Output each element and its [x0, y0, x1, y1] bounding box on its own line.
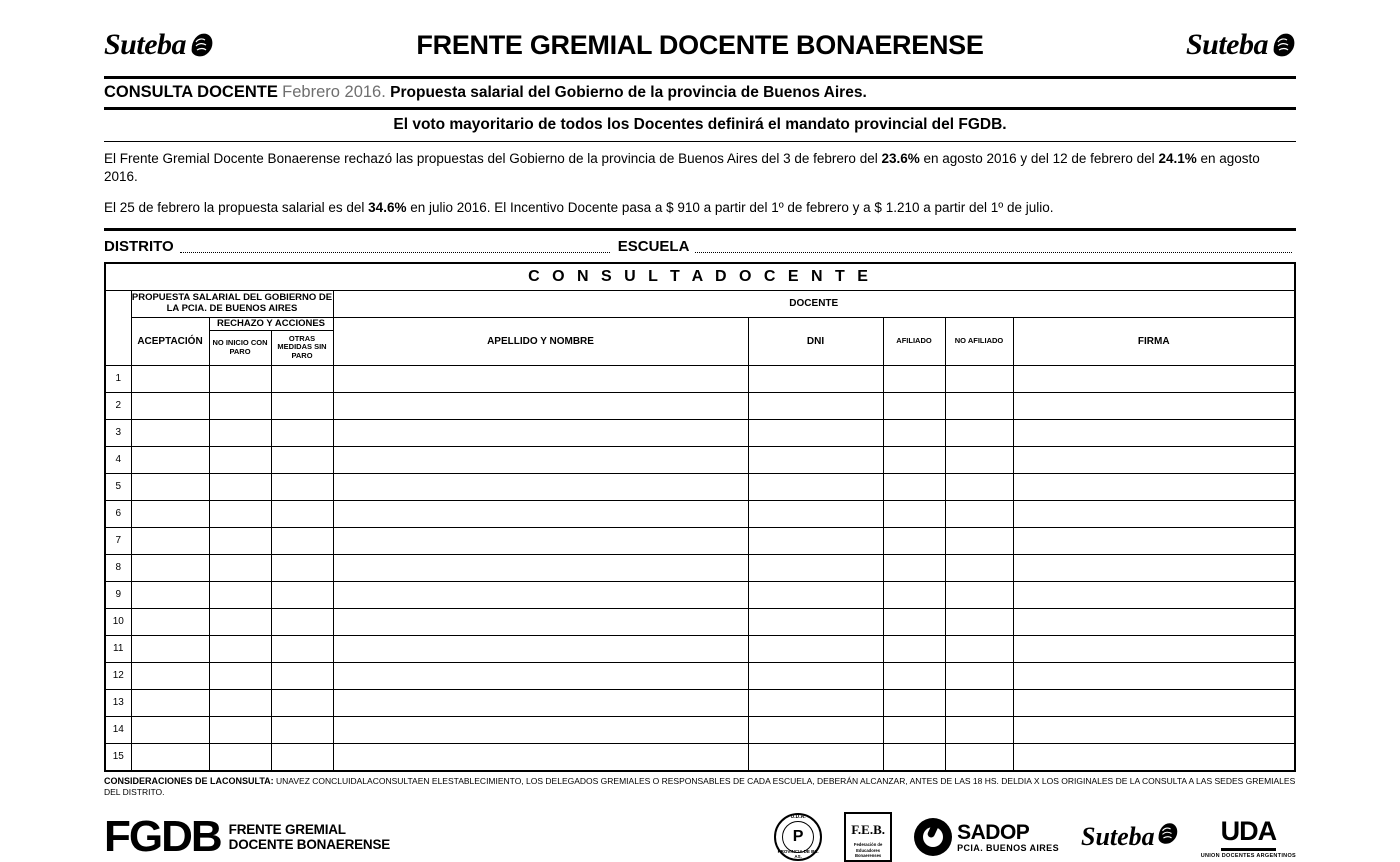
cell-no-afiliado[interactable]	[945, 446, 1013, 473]
cell-afiliado[interactable]	[883, 635, 945, 662]
cell-dni[interactable]	[748, 689, 883, 716]
footer-logos	[104, 798, 1296, 862]
row-number: 13	[105, 689, 131, 716]
cell-no-afiliado[interactable]	[945, 716, 1013, 743]
cell-afiliado[interactable]	[883, 527, 945, 554]
cell-no-afiliado[interactable]	[945, 635, 1013, 662]
paragraph-rejection-e: en agosto 2016.	[104, 151, 1260, 185]
cell-firma[interactable]	[1013, 446, 1295, 473]
cell-dni[interactable]	[748, 608, 883, 635]
cell-firma[interactable]	[1013, 419, 1295, 446]
cell-firma[interactable]	[1013, 743, 1295, 771]
cell-aceptacion[interactable]	[131, 392, 209, 419]
cell-no-afiliado[interactable]	[945, 554, 1013, 581]
cell-otras-medidas[interactable]	[271, 743, 333, 771]
cell-apellido-nombre[interactable]	[333, 662, 748, 689]
cell-aceptacion[interactable]	[131, 689, 209, 716]
cell-dni[interactable]	[748, 500, 883, 527]
fgdb-subtitle	[229, 822, 390, 853]
cell-dni[interactable]	[748, 392, 883, 419]
table-row	[105, 473, 1295, 500]
sadop-text	[957, 822, 1059, 853]
row-number: 15	[105, 743, 131, 771]
cell-no-inicio[interactable]	[209, 608, 271, 635]
cell-aceptacion[interactable]	[131, 581, 209, 608]
fgdb-logo	[104, 812, 391, 862]
table-row	[105, 743, 1295, 771]
consideraciones-label: CONSIDERACIONES DE LACONSULTA:	[104, 775, 274, 786]
cell-apellido-nombre[interactable]	[333, 446, 748, 473]
table-row	[105, 446, 1295, 473]
cell-aceptacion[interactable]	[131, 365, 209, 392]
table-title: C O N S U L T A D O C E N T E	[105, 263, 1295, 291]
uda-logo	[1201, 816, 1296, 859]
paragraph-rejection-c: en agosto 2016 y del 12 de febrero del	[919, 151, 1159, 166]
cell-firma[interactable]	[1013, 689, 1295, 716]
cell-aceptacion[interactable]	[131, 662, 209, 689]
table-group-row	[105, 290, 1295, 317]
table-row	[105, 527, 1295, 554]
row-number: 12	[105, 662, 131, 689]
row-number: 5	[105, 473, 131, 500]
pct-34-6: 34.6%	[368, 200, 407, 216]
cell-no-inicio[interactable]	[209, 473, 271, 500]
fgdb-line2: DOCENTE BONAERENSE	[228, 837, 391, 853]
row-number: 9	[105, 581, 131, 608]
row-number: 4	[105, 446, 131, 473]
consideraciones-text: UNAVEZ CONCLUIDALACONSULTAEN ELESTABLECIMIENTO, LOS DELEGADOS GREMIALES O RESPONSABLES DE CADA ESCUELA, DEBERÁN ALCANZAR, ANTES DE LAS 18 HS. DELDIA X LOS ORIGINALES DE LA CONSULTA A LAS SEDES GREMIALES DEL DISTRITO.	[104, 775, 1296, 798]
cell-afiliado[interactable]	[883, 689, 945, 716]
cell-no-inicio[interactable]	[209, 581, 271, 608]
cell-firma[interactable]	[1013, 716, 1295, 743]
cell-dni[interactable]	[748, 419, 883, 446]
cell-no-inicio[interactable]	[209, 446, 271, 473]
cell-afiliado[interactable]	[883, 392, 945, 419]
suteba-logo-right	[1186, 28, 1296, 62]
suteba-logo-right-text: Suteba	[1185, 28, 1268, 61]
header-otras-medidas-sin-paro: OTRAS MEDIDAS SIN PARO	[271, 330, 333, 365]
cell-afiliado[interactable]	[883, 419, 945, 446]
cell-no-inicio[interactable]	[209, 554, 271, 581]
cell-afiliado[interactable]	[883, 743, 945, 771]
cell-otras-medidas[interactable]	[271, 446, 333, 473]
cell-otras-medidas[interactable]	[271, 527, 333, 554]
distrito-input[interactable]	[180, 238, 610, 253]
paragraph-rejection-a: El Frente Gremial Docente Bonaerense rechazó las propuestas del Gobierno de la provincia de Buenos Aires del 3 de febrero del	[104, 151, 882, 166]
cell-otras-medidas[interactable]	[271, 581, 333, 608]
cell-no-inicio[interactable]	[209, 392, 271, 419]
udocba-logo	[774, 813, 822, 861]
cell-otras-medidas[interactable]	[271, 392, 333, 419]
cell-otras-medidas[interactable]	[271, 662, 333, 689]
cell-apellido-nombre[interactable]	[333, 608, 748, 635]
uda-subtitle: UNION DOCENTES ARGENTINOS	[1200, 852, 1296, 859]
cell-afiliado[interactable]	[883, 662, 945, 689]
cell-dni[interactable]	[748, 365, 883, 392]
cell-apellido-nombre[interactable]	[333, 419, 748, 446]
cell-aceptacion[interactable]	[131, 743, 209, 771]
row-number: 6	[105, 500, 131, 527]
subheading-date: Febrero 2016.	[282, 83, 386, 101]
feb-logo	[844, 812, 892, 862]
cell-otras-medidas[interactable]	[271, 554, 333, 581]
table-row	[105, 662, 1295, 689]
cell-aceptacion[interactable]	[131, 608, 209, 635]
cell-apellido-nombre[interactable]	[333, 473, 748, 500]
udocba-letter: P	[782, 821, 814, 853]
cell-firma[interactable]	[1013, 392, 1295, 419]
cell-aceptacion[interactable]	[131, 635, 209, 662]
row-number: 7	[105, 527, 131, 554]
cell-otras-medidas[interactable]	[271, 500, 333, 527]
table-row	[105, 635, 1295, 662]
cell-dni[interactable]	[748, 446, 883, 473]
cell-firma[interactable]	[1013, 608, 1295, 635]
cell-afiliado[interactable]	[883, 554, 945, 581]
cell-no-inicio[interactable]	[209, 716, 271, 743]
cell-apellido-nombre[interactable]	[333, 635, 748, 662]
fgdb-mark: FGDB	[104, 812, 221, 862]
mandate-statement: El voto mayoritario de todos los Docentes definirá el mandato provincial del FGDB.	[393, 116, 1007, 133]
cell-apellido-nombre[interactable]	[333, 581, 748, 608]
table-row	[105, 689, 1295, 716]
row-number: 1	[105, 365, 131, 392]
cell-otras-medidas[interactable]	[271, 473, 333, 500]
row-number: 8	[105, 554, 131, 581]
table-row	[105, 581, 1295, 608]
sadop-name: SADOP	[957, 820, 1030, 844]
row-number: 3	[105, 419, 131, 446]
fgdb-line1: FRENTE GREMIAL	[228, 821, 346, 837]
cell-firma[interactable]	[1013, 473, 1295, 500]
feb-subtitle: Federación de Educadores Bonaerenses	[853, 842, 883, 858]
cell-afiliado[interactable]	[883, 581, 945, 608]
suteba-logo-left-text: Suteba	[104, 28, 187, 61]
cell-apellido-nombre[interactable]	[333, 365, 748, 392]
cell-no-inicio[interactable]	[209, 500, 271, 527]
cell-no-inicio[interactable]	[209, 635, 271, 662]
cell-dni[interactable]	[748, 554, 883, 581]
header-dni: DNI	[748, 317, 883, 365]
cell-afiliado[interactable]	[883, 446, 945, 473]
cell-firma[interactable]	[1013, 527, 1295, 554]
paragraph-rejection	[104, 142, 1296, 186]
header-no-inicio-con-paro: NO INICIO CON PARO	[209, 330, 271, 365]
header-docente-group: DOCENTE	[333, 290, 1295, 317]
cell-otras-medidas[interactable]	[271, 608, 333, 635]
table-row	[105, 554, 1295, 581]
cell-no-inicio[interactable]	[209, 689, 271, 716]
subheading-lead: CONSULTA DOCENTE	[104, 83, 278, 101]
hand-icon	[1155, 820, 1179, 854]
table-row	[105, 419, 1295, 446]
table-row	[105, 608, 1295, 635]
table-row	[105, 500, 1295, 527]
union-logos	[774, 812, 1296, 862]
cell-apellido-nombre[interactable]	[333, 527, 748, 554]
row-number: 14	[105, 716, 131, 743]
cell-no-afiliado[interactable]	[945, 365, 1013, 392]
cell-otras-medidas[interactable]	[271, 689, 333, 716]
cell-apellido-nombre[interactable]	[333, 743, 748, 771]
subheading-rest: Propuesta salarial del Gobierno de la provincia de Buenos Aires.	[390, 84, 867, 101]
cell-no-afiliado[interactable]	[945, 500, 1013, 527]
header-afiliado: AFILIADO	[883, 317, 945, 365]
consideraciones-note	[104, 772, 1296, 799]
cell-aceptacion[interactable]	[131, 554, 209, 581]
cell-afiliado[interactable]	[883, 500, 945, 527]
escuela-label: ESCUELA	[617, 237, 690, 255]
cell-dni[interactable]	[748, 581, 883, 608]
feb-mark: F.E.B.	[851, 822, 886, 838]
paragraph-proposal	[104, 186, 1296, 227]
cell-afiliado[interactable]	[883, 608, 945, 635]
cell-firma[interactable]	[1013, 365, 1295, 392]
escuela-input[interactable]	[695, 238, 1292, 253]
cell-dni[interactable]	[748, 635, 883, 662]
cell-apellido-nombre[interactable]	[333, 500, 748, 527]
table-body	[105, 365, 1295, 771]
udocba-bottom-label: PROVINCIA DE BS. AS.	[777, 849, 819, 860]
cell-no-afiliado[interactable]	[945, 662, 1013, 689]
header-proposal-group: PROPUESTA SALARIAL DEL GOBIERNO DE LA PCIA. DE BUENOS AIRES	[131, 290, 333, 317]
cell-firma[interactable]	[1013, 500, 1295, 527]
cell-firma[interactable]	[1013, 554, 1295, 581]
header-rechazo: RECHAZO Y ACCIONES	[209, 317, 333, 330]
subheading	[104, 79, 1296, 107]
header-cell-corner	[105, 290, 131, 365]
table-title-row	[105, 263, 1295, 291]
cell-aceptacion[interactable]	[131, 716, 209, 743]
field-row	[104, 231, 1296, 262]
cell-afiliado[interactable]	[883, 716, 945, 743]
cell-no-inicio[interactable]	[209, 419, 271, 446]
cell-no-afiliado[interactable]	[945, 392, 1013, 419]
udocba-top-label: U.D.A.	[790, 814, 806, 821]
cell-apellido-nombre[interactable]	[333, 689, 748, 716]
cell-no-inicio[interactable]	[209, 527, 271, 554]
cell-firma[interactable]	[1013, 581, 1295, 608]
header-firma: FIRMA	[1013, 317, 1295, 365]
cell-dni[interactable]	[748, 716, 883, 743]
suteba-logo-footer-text: Suteba	[1081, 822, 1155, 852]
cell-afiliado[interactable]	[883, 473, 945, 500]
paragraph-proposal-a: El 25 de febrero la propuesta salarial es del	[104, 200, 369, 216]
sadop-logo	[914, 818, 1059, 856]
uda-mark: UDA	[1221, 816, 1277, 851]
cell-aceptacion[interactable]	[131, 419, 209, 446]
cell-no-afiliado[interactable]	[945, 743, 1013, 771]
cell-apellido-nombre[interactable]	[333, 554, 748, 581]
header-no-afiliado: NO AFILIADO	[945, 317, 1013, 365]
cell-dni[interactable]	[748, 527, 883, 554]
cell-no-inicio[interactable]	[209, 662, 271, 689]
suteba-logo-left	[104, 28, 214, 62]
cell-firma[interactable]	[1013, 662, 1295, 689]
pct-24-1: 24.1%	[1158, 151, 1197, 166]
cell-apellido-nombre[interactable]	[333, 392, 748, 419]
cell-aceptacion[interactable]	[131, 473, 209, 500]
cell-no-afiliado[interactable]	[945, 689, 1013, 716]
row-number: 11	[105, 635, 131, 662]
cell-otras-medidas[interactable]	[271, 635, 333, 662]
cell-apellido-nombre[interactable]	[333, 716, 748, 743]
cell-no-inicio[interactable]	[209, 743, 271, 771]
cell-no-afiliado[interactable]	[945, 581, 1013, 608]
distrito-label: DISTRITO	[104, 237, 174, 255]
sadop-subtitle: PCIA. BUENOS AIRES	[957, 842, 1059, 853]
paragraph-proposal-c: en julio 2016. El Incentivo Docente pasa a $ 910 a partir del 1º de febrero y a $ 1.210 a partir del 1º de julio.	[406, 200, 1054, 216]
cell-otras-medidas[interactable]	[271, 716, 333, 743]
page-title: FRENTE GREMIAL DOCENTE BONAERENSE	[416, 29, 984, 60]
cell-dni[interactable]	[748, 473, 883, 500]
pct-23-6: 23.6%	[881, 151, 920, 166]
cell-no-afiliado[interactable]	[945, 473, 1013, 500]
consulta-table	[104, 262, 1296, 772]
cell-dni[interactable]	[748, 743, 883, 771]
row-number: 2	[105, 392, 131, 419]
table-subgroup-row	[105, 317, 1295, 330]
cell-no-afiliado[interactable]	[945, 527, 1013, 554]
masthead	[104, 0, 1296, 76]
cell-no-afiliado[interactable]	[945, 608, 1013, 635]
hand-icon	[1270, 30, 1296, 60]
cell-firma[interactable]	[1013, 635, 1295, 662]
suteba-logo-footer	[1081, 820, 1179, 854]
cell-dni[interactable]	[748, 662, 883, 689]
cell-no-inicio[interactable]	[209, 365, 271, 392]
cell-otras-medidas[interactable]	[271, 419, 333, 446]
hand-icon	[188, 30, 214, 60]
cell-afiliado[interactable]	[883, 365, 945, 392]
cell-otras-medidas[interactable]	[271, 365, 333, 392]
table-row	[105, 365, 1295, 392]
cell-no-afiliado[interactable]	[945, 419, 1013, 446]
cell-aceptacion[interactable]	[131, 527, 209, 554]
sadop-icon	[914, 818, 952, 856]
cell-aceptacion[interactable]	[131, 446, 209, 473]
header-aceptacion: ACEPTACIÓN	[131, 317, 209, 365]
cell-aceptacion[interactable]	[131, 500, 209, 527]
table-row	[105, 716, 1295, 743]
table-row	[105, 392, 1295, 419]
row-number: 10	[105, 608, 131, 635]
header-apellido-nombre: APELLIDO Y NOMBRE	[333, 317, 748, 365]
